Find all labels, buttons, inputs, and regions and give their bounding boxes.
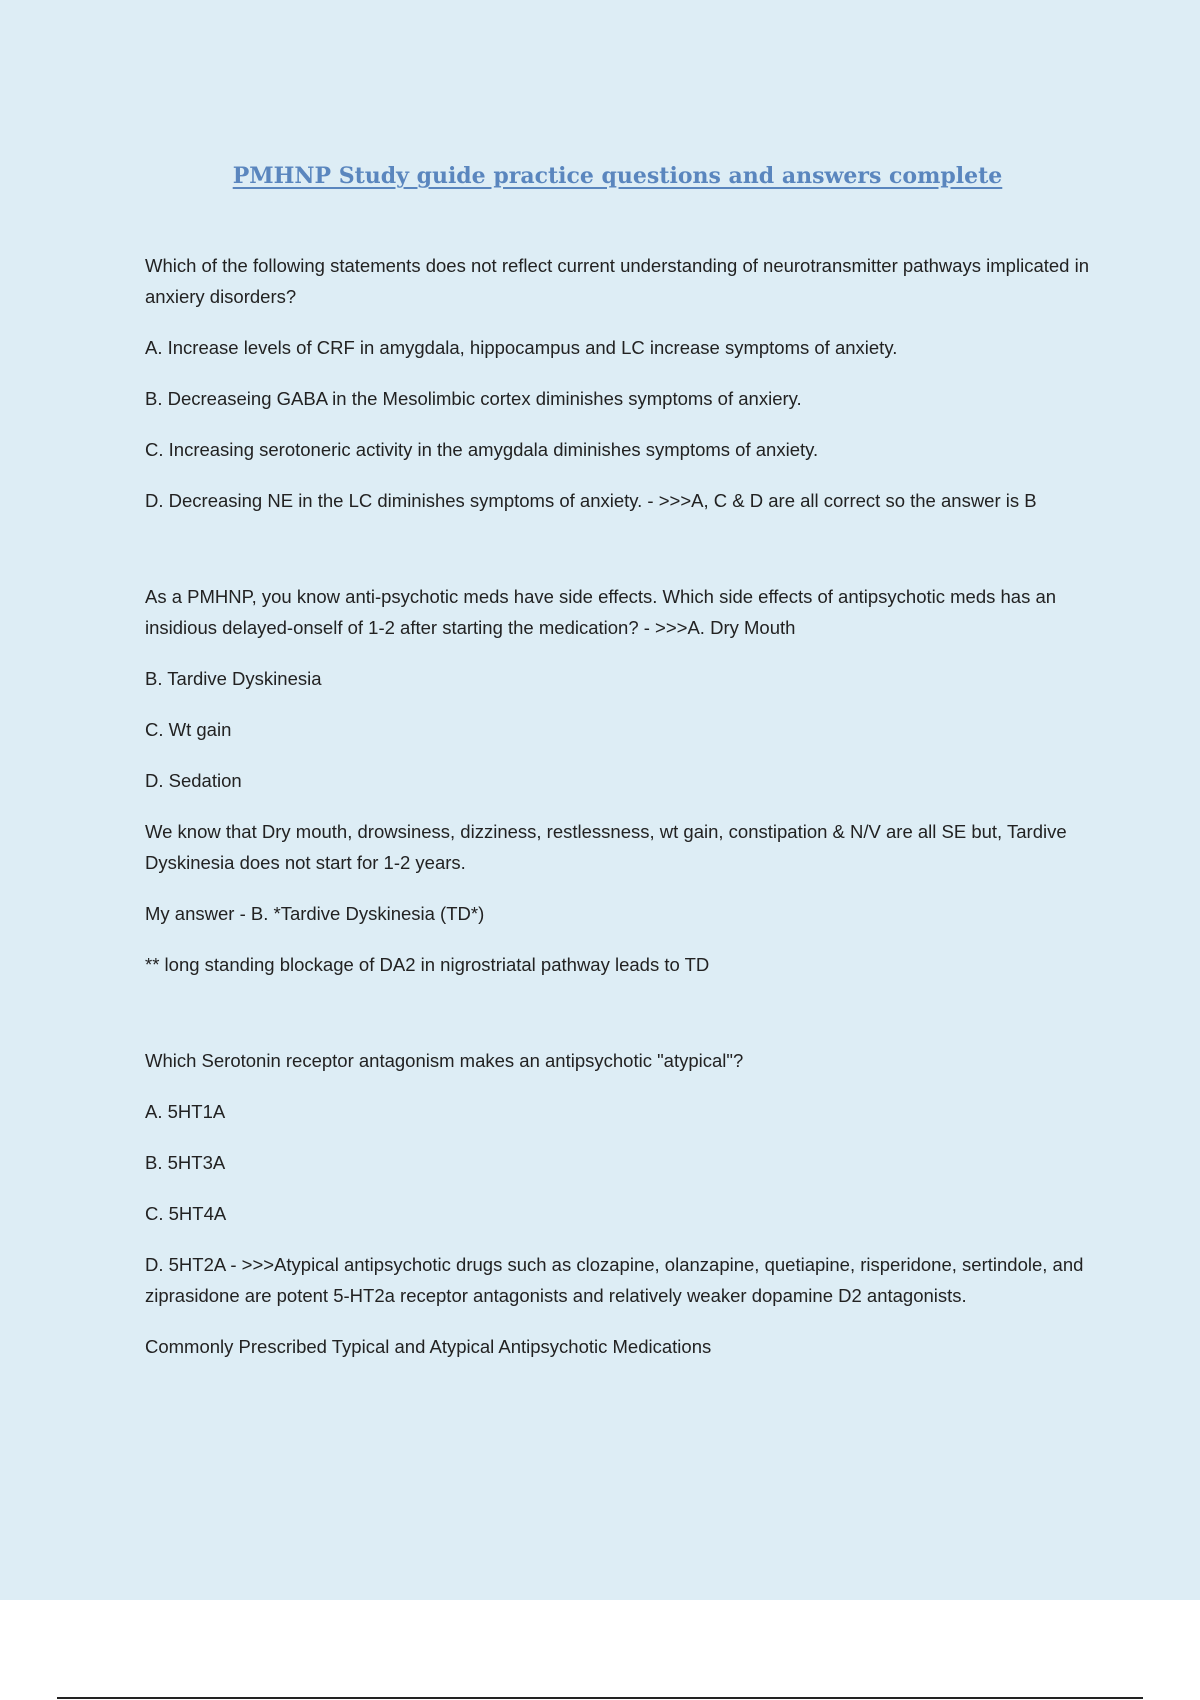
- question-2-stem: As a PMHNP, you know anti-psychotic meds have side effects. Which side effects of antipsychotic meds has an insidious delayed-onself of 1-2 after starting the medication? - >>>A. Dry Mouth: [145, 586, 1057, 638]
- question-2-explanation: We know that Dry mouth, drowsiness, dizziness, restlessness, wt gain, constipation & N/V are all SE but, Tardive Dyskinesia does not start for 1-2 years.: [145, 821, 1067, 873]
- question-2-my-answer: My answer - B. *Tardive Dyskinesia (TD*): [145, 903, 485, 924]
- question-2-note: ** long standing blockage of DA2 in nigrostriatal pathway leads to TD: [145, 954, 710, 975]
- document-body: [145, 250, 1095, 1382]
- question-3-option-b: B. 5HT3A: [145, 1152, 226, 1173]
- question-1-option-b: B. Decreaseing GABA in the Mesolimbic cortex diminishes symptoms of anxiery.: [145, 388, 802, 409]
- question-1-option-d: D. Decreasing NE in the LC diminishes symptoms of anxiety. - >>>A, C & D are all correct so the answer is B: [145, 490, 1037, 511]
- question-2-option-d: D. Sedation: [145, 770, 242, 791]
- question-3-footer-text: Commonly Prescribed Typical and Atypical Antipsychotic Medications: [145, 1336, 712, 1357]
- document-title: PMHNP Study guide practice questions and answers complete: [232, 163, 1003, 189]
- question-3-stem: Which Serotonin receptor antagonism makes an antipsychotic "atypical"?: [145, 1050, 744, 1071]
- question-3-option-a: A. 5HT1A: [145, 1101, 226, 1122]
- question-3-option-c: C. 5HT4A: [145, 1203, 227, 1224]
- footer-divider: [57, 1697, 1143, 1699]
- question-2-option-b: B. Tardive Dyskinesia: [145, 668, 322, 689]
- question-1-option-a: A. Increase levels of CRF in amygdala, hippocampus and LC increase symptoms of anxiety.: [145, 337, 898, 358]
- question-2-option-c: C. Wt gain: [145, 719, 232, 740]
- question-1-option-c: C. Increasing serotoneric activity in the amygdala diminishes symptoms of anxiety.: [145, 439, 819, 460]
- question-1-stem: Which of the following statements does not reflect current understanding of neurotransmitter pathways implicated in anxiery disorders?: [145, 255, 1089, 307]
- question-3-option-d: D. 5HT2A - >>>Atypical antipsychotic drugs such as clozapine, olanzapine, quetiapine, risperidone, sertindole, and ziprasidone are potent 5-HT2a receptor antagonists and relatively weaker dopamine D2 antagonists.: [145, 1254, 1084, 1306]
